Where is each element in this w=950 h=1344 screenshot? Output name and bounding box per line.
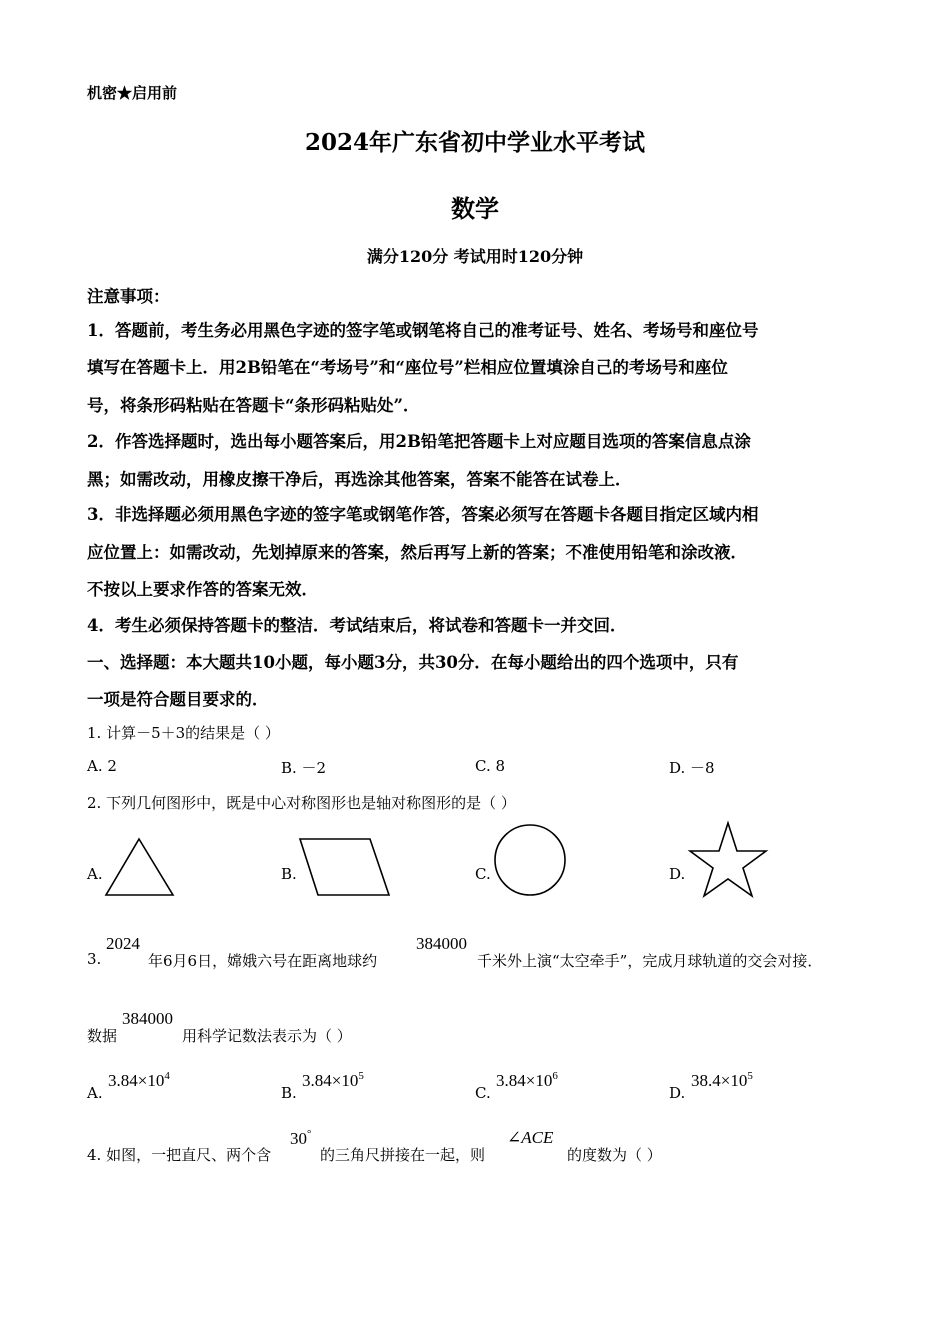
q3-option-d-label: D. <box>669 1084 686 1102</box>
q3-option-c-value: $3.84\times 10^6$ <box>496 1070 558 1090</box>
question-1-stem: 1. 计算－5＋3的结果是（ ） <box>87 724 280 742</box>
subject-title: 数学 <box>451 194 499 223</box>
q2-option-c-label: C. <box>475 865 491 883</box>
q3-text-4: 用科学记数法表示为（ ） <box>182 1027 352 1045</box>
q1-option-a: A. 2 <box>87 757 117 775</box>
q3-year: 2024 <box>106 934 140 953</box>
q1-option-c: C. 8 <box>475 757 506 775</box>
notice-line: 号，将条形码粘贴在答题卡“条形码粘贴处”． <box>87 396 420 415</box>
exam-title: 2024年广东省初中学业水平考试 <box>304 129 645 156</box>
q1-option-b: B. －2 <box>281 759 327 777</box>
q3-option-c-label: C. <box>475 1084 491 1102</box>
notice-line: 应位置上：如需改动，先划掉原来的答案，然后再写上新的答案；不准使用铅笔和涂改液． <box>87 543 747 562</box>
q3-option-b-value: $3.84\times 10^5$ <box>302 1070 364 1090</box>
q3-number: 3. <box>87 950 102 968</box>
q4-text-3: 的度数为（ ） <box>567 1146 662 1164</box>
section-heading: 一、选择题：本大题共10小题，每小题3分，共30分．在每小题给出的四个选项中，只有 <box>87 653 739 672</box>
parallelogram-icon <box>298 836 393 898</box>
q3-option-a-label: A. <box>87 1084 103 1102</box>
q2-option-b-label: B. <box>281 865 297 883</box>
q1-option-d: D. －8 <box>669 759 715 777</box>
q2-option-d-label: D. <box>669 865 686 883</box>
q4-angle: 30° <box>290 1128 312 1148</box>
q3-text-1: 年6月6日，嫦娥六号在距离地球约 <box>148 952 378 970</box>
notice-line: 3．非选择题必须用黑色字迹的签字笔或钢笔作答，答案必须写在答题卡各题目指定区域内相 <box>87 505 759 524</box>
exam-meta: 满分120分 考试用时120分钟 <box>366 247 584 266</box>
section-heading: 一项是符合题目要求的． <box>87 690 269 709</box>
q4-text-1: 4. 如图，一把直尺、两个含 <box>87 1146 272 1164</box>
triangle-icon <box>104 836 176 898</box>
notice-line: 黑；如需改动，用橡皮擦干净后，再选涂其他答案，答案不能答在试卷上． <box>87 470 632 489</box>
confidential-label: 机密★启用前 <box>87 84 178 102</box>
q4-angle-name: ∠ACE <box>507 1128 554 1147</box>
q3-text-2: 千米外上演“太空牵手”，完成月球轨道的交会对接． <box>477 952 823 970</box>
notice-heading: 注意事项： <box>87 287 170 306</box>
notice-line: 4．考生必须保持答题卡的整洁．考试结束后，将试卷和答题卡一并交回． <box>87 616 627 635</box>
q3-option-a-value: $3.84\times 10^4$ <box>108 1070 170 1090</box>
q3-option-d-value: $38.4\times 10^5$ <box>691 1070 753 1090</box>
q4-text-2: 的三角尺拼接在一起，则 <box>320 1146 486 1164</box>
q3-option-b-label: B. <box>281 1084 297 1102</box>
notice-line: 不按以上要求作答的答案无效． <box>87 580 318 599</box>
notice-line: 1．答题前，考生务必用黑色字迹的签字笔或钢笔将自己的准考证号、姓名、考场号和座位号 <box>87 321 759 340</box>
notice-line: 填写在答题卡上．用2B铅笔在“考场号”和“座位号”栏相应位置填涂自己的考场号和座位 <box>87 358 728 377</box>
star-icon <box>686 820 770 900</box>
q3-distance: 384000 <box>416 934 467 953</box>
circle-icon <box>492 822 570 898</box>
q2-option-a-label: A. <box>87 865 103 883</box>
q3-data: 384000 <box>122 1009 173 1028</box>
question-2-stem: 2. 下列几何图形中，既是中心对称图形也是轴对称图形的是（ ） <box>87 794 516 812</box>
q3-text-3: 数据 <box>87 1027 118 1045</box>
notice-line: 2．作答选择题时，选出每小题答案后，用2B铅笔把答题卡上对应题目选项的答案信息点涂 <box>87 432 751 451</box>
